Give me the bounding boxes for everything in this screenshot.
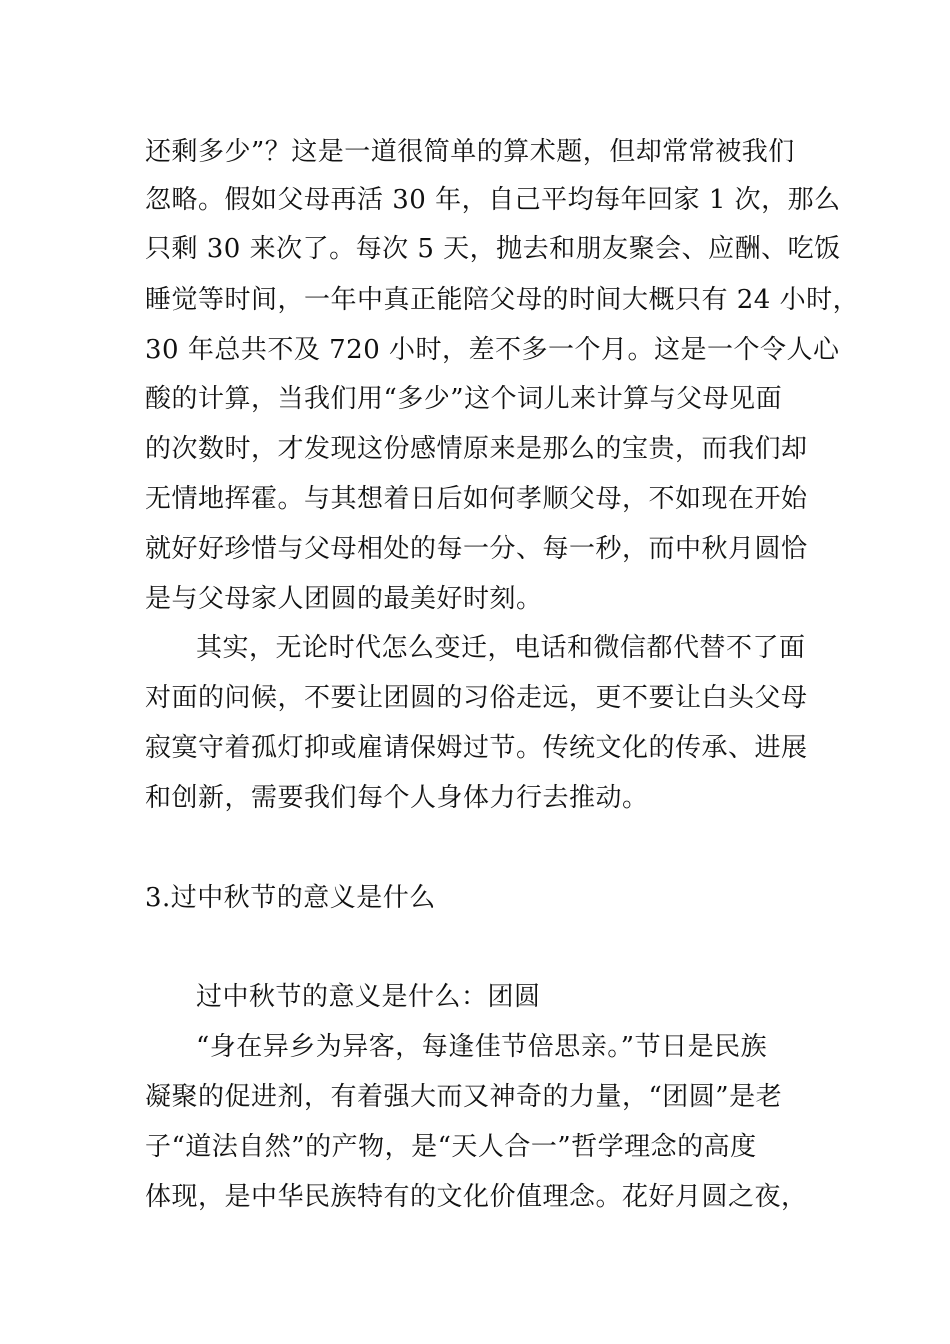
paragraph-1-line-2: 忽略。假如父母再活 30 年，自己平均每年回家 1 次，那么 [145, 185, 841, 215]
paragraph-1-line-7: 的次数时，才发现这份感情原来是那么的宝贵，而我们却 [145, 434, 808, 464]
paragraph-1-line-6: 酸的计算，当我们用“多少”这个词儿来计算与父母见面 [145, 384, 783, 414]
paragraph-1-line-4: 睡觉等时间，一年中真正能陪父母的时间大概只有 24 小时， [145, 285, 860, 315]
final-paragraph-line-1: “身在异乡为异客，每逢佳节倍思亲。”节日是民族 [196, 1032, 768, 1062]
section-heading: 3.过中秋节的意义是什么 [145, 883, 436, 913]
paragraph-1-line-5: 30 年总共不及 720 小时，差不多一个月。这是一个令人心 [145, 335, 840, 365]
paragraph-2-line-1: 其实，无论时代怎么变迁，电话和微信都代替不了面 [196, 633, 806, 663]
paragraph-1-line-1: 还剩多少”？这是一道很简单的算术题，但却常常被我们 [145, 137, 795, 167]
final-paragraph-line-4: 体现，是中华民族特有的文化价值理念。花好月圆之夜， [145, 1182, 808, 1212]
paragraph-1-line-10: 是与父母家人团圆的最美好时刻。 [145, 584, 543, 614]
paragraph-2-line-4: 和创新，需要我们每个人身体力行去推动。 [145, 783, 649, 813]
paragraph-2-line-3: 寂寞守着孤灯抑或雇请保姆过节。传统文化的传承、进展 [145, 733, 808, 763]
final-paragraph-line-2: 凝聚的促进剂，有着强大而又神奇的力量，“团圆”是老 [145, 1082, 783, 1112]
paragraph-2-line-2: 对面的问候，不要让团圆的习俗走远，更不要让白头父母 [145, 683, 808, 713]
subheading: 过中秋节的意义是什么：团圆 [196, 982, 541, 1012]
final-paragraph-line-3: 子“道法自然”的产物，是“天人合一”哲学理念的高度 [145, 1132, 757, 1162]
paragraph-1-line-3: 只剩 30 来次了。每次 5 天，抛去和朋友聚会、应酬、吃饭 [145, 234, 841, 264]
paragraph-1-line-8: 无情地挥霍。与其想着日后如何孝顺父母，不如现在开始 [145, 484, 808, 514]
paragraph-1-line-9: 就好好珍惜与父母相处的每一分、每一秒，而中秋月圆恰 [145, 534, 808, 564]
